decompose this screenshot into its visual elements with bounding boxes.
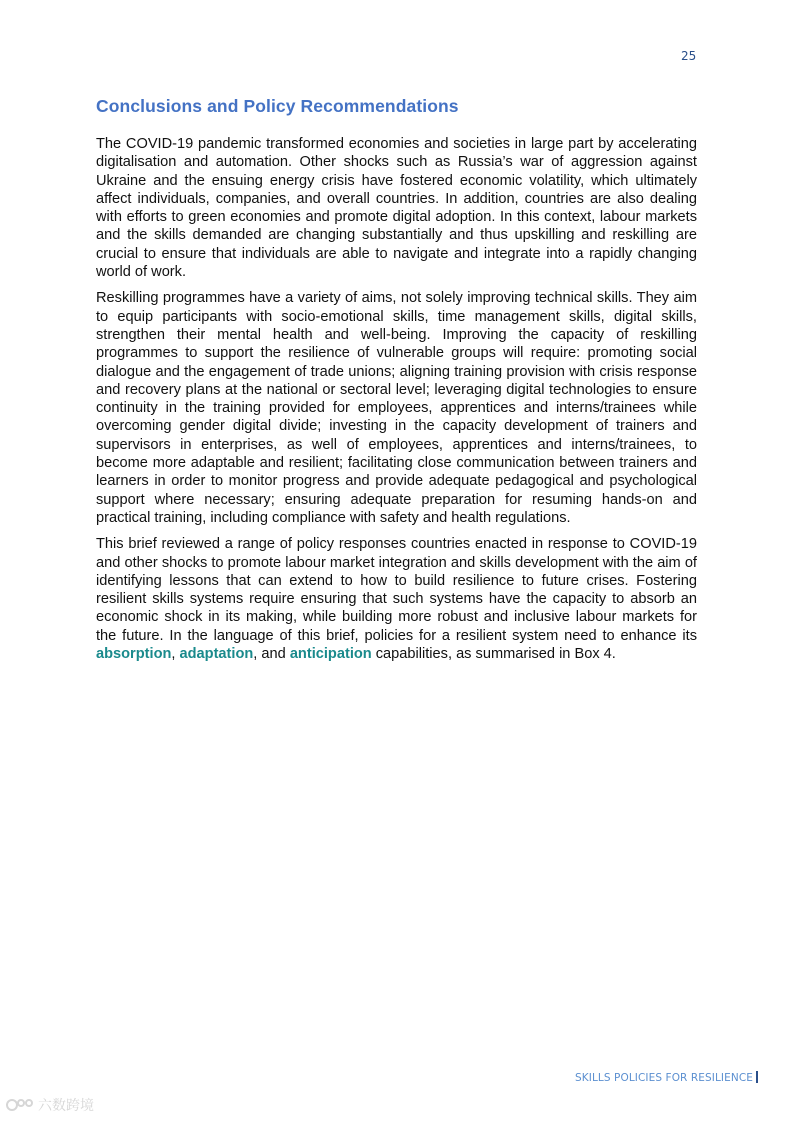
body-text — [96, 135, 697, 671]
footer-title — [575, 1071, 758, 1084]
page-number: 25 — [681, 49, 697, 63]
paragraph-2: Reskilling programmes have a variety of aims, not solely improving technical skills. They aim to equip participants with socio-emotional skills, time management skills, digital skills, strengthen their mental health and well-being. Improving the capacity of reskilling programmes to support the resilience of vulnerable groups will require: promoting social dialogue and the engagement of trade unions; aligning training provision with crisis response and recovery plans at the national or sectoral level; leveraging digital technologies to ensure continuity in the training provided for employees, apprentices and interns/trainees while overcoming gender digital divide; investing in the capacity development of trainers and supervisors in enterprises, as well of employees, apprentices and interns/trainees, to become more adaptable and resilient; facilitating close communication between trainers and learners in order to monitor progress and provide adequate pedagogical and psychological support where necessary; ensuring adequate preparation for resuming hands-on and practical training, including compliance with safety and health regulations. — [96, 290, 697, 526]
section-heading: Conclusions and Policy Recommendations — [96, 96, 459, 116]
term-absorption: absorption — [96, 646, 172, 663]
watermark-text: 六数跨境 — [38, 1098, 94, 1114]
separator-2: , and — [253, 646, 290, 663]
paragraph-3 — [96, 535, 697, 663]
paragraph-1: The COVID-19 pandemic transformed economies and societies in large part by accelerating digitalisation and automation. Other shocks such as Russia’s war of aggression against Ukraine and the ensuing energy crisis have fostered economic volatility, which ultimately affect individuals, companies, and overall countries. In addition, countries are also dealing with efforts to green economies and promote digital adoption. In this context, labour markets and the skills demanded are changing substantially and thus upskilling and reskilling are crucial to ensure that individuals are able to navigate and integrate into a rapidly changing world of work. — [96, 136, 697, 281]
watermark-logo-icon — [6, 1097, 34, 1113]
separator-1: , — [171, 646, 180, 663]
term-anticipation: anticipation — [289, 646, 372, 663]
term-adaptation: adaptation — [179, 646, 254, 663]
watermark — [6, 1095, 94, 1115]
paragraph-3-intro: This brief reviewed a range of policy responses countries enacted in response to COVID-19 and other shocks to promote labour market integration and skills development with the aim of identifying lessons that can extend to how to build resilience to future crises. Fostering resilient skills systems require ensuring that such systems have the capacity to absorb an economic shock in its making, while building more robust and inclusive labour markets for the future. In the language of this brief, policies for a resilient system need to enhance its — [96, 536, 697, 644]
footer-title-text: SKILLS POLICIES FOR RESILIENCE — [575, 1072, 753, 1084]
footer-divider — [756, 1071, 758, 1083]
paragraph-3-outro: capabilities, as summarised in Box 4. — [371, 646, 616, 663]
